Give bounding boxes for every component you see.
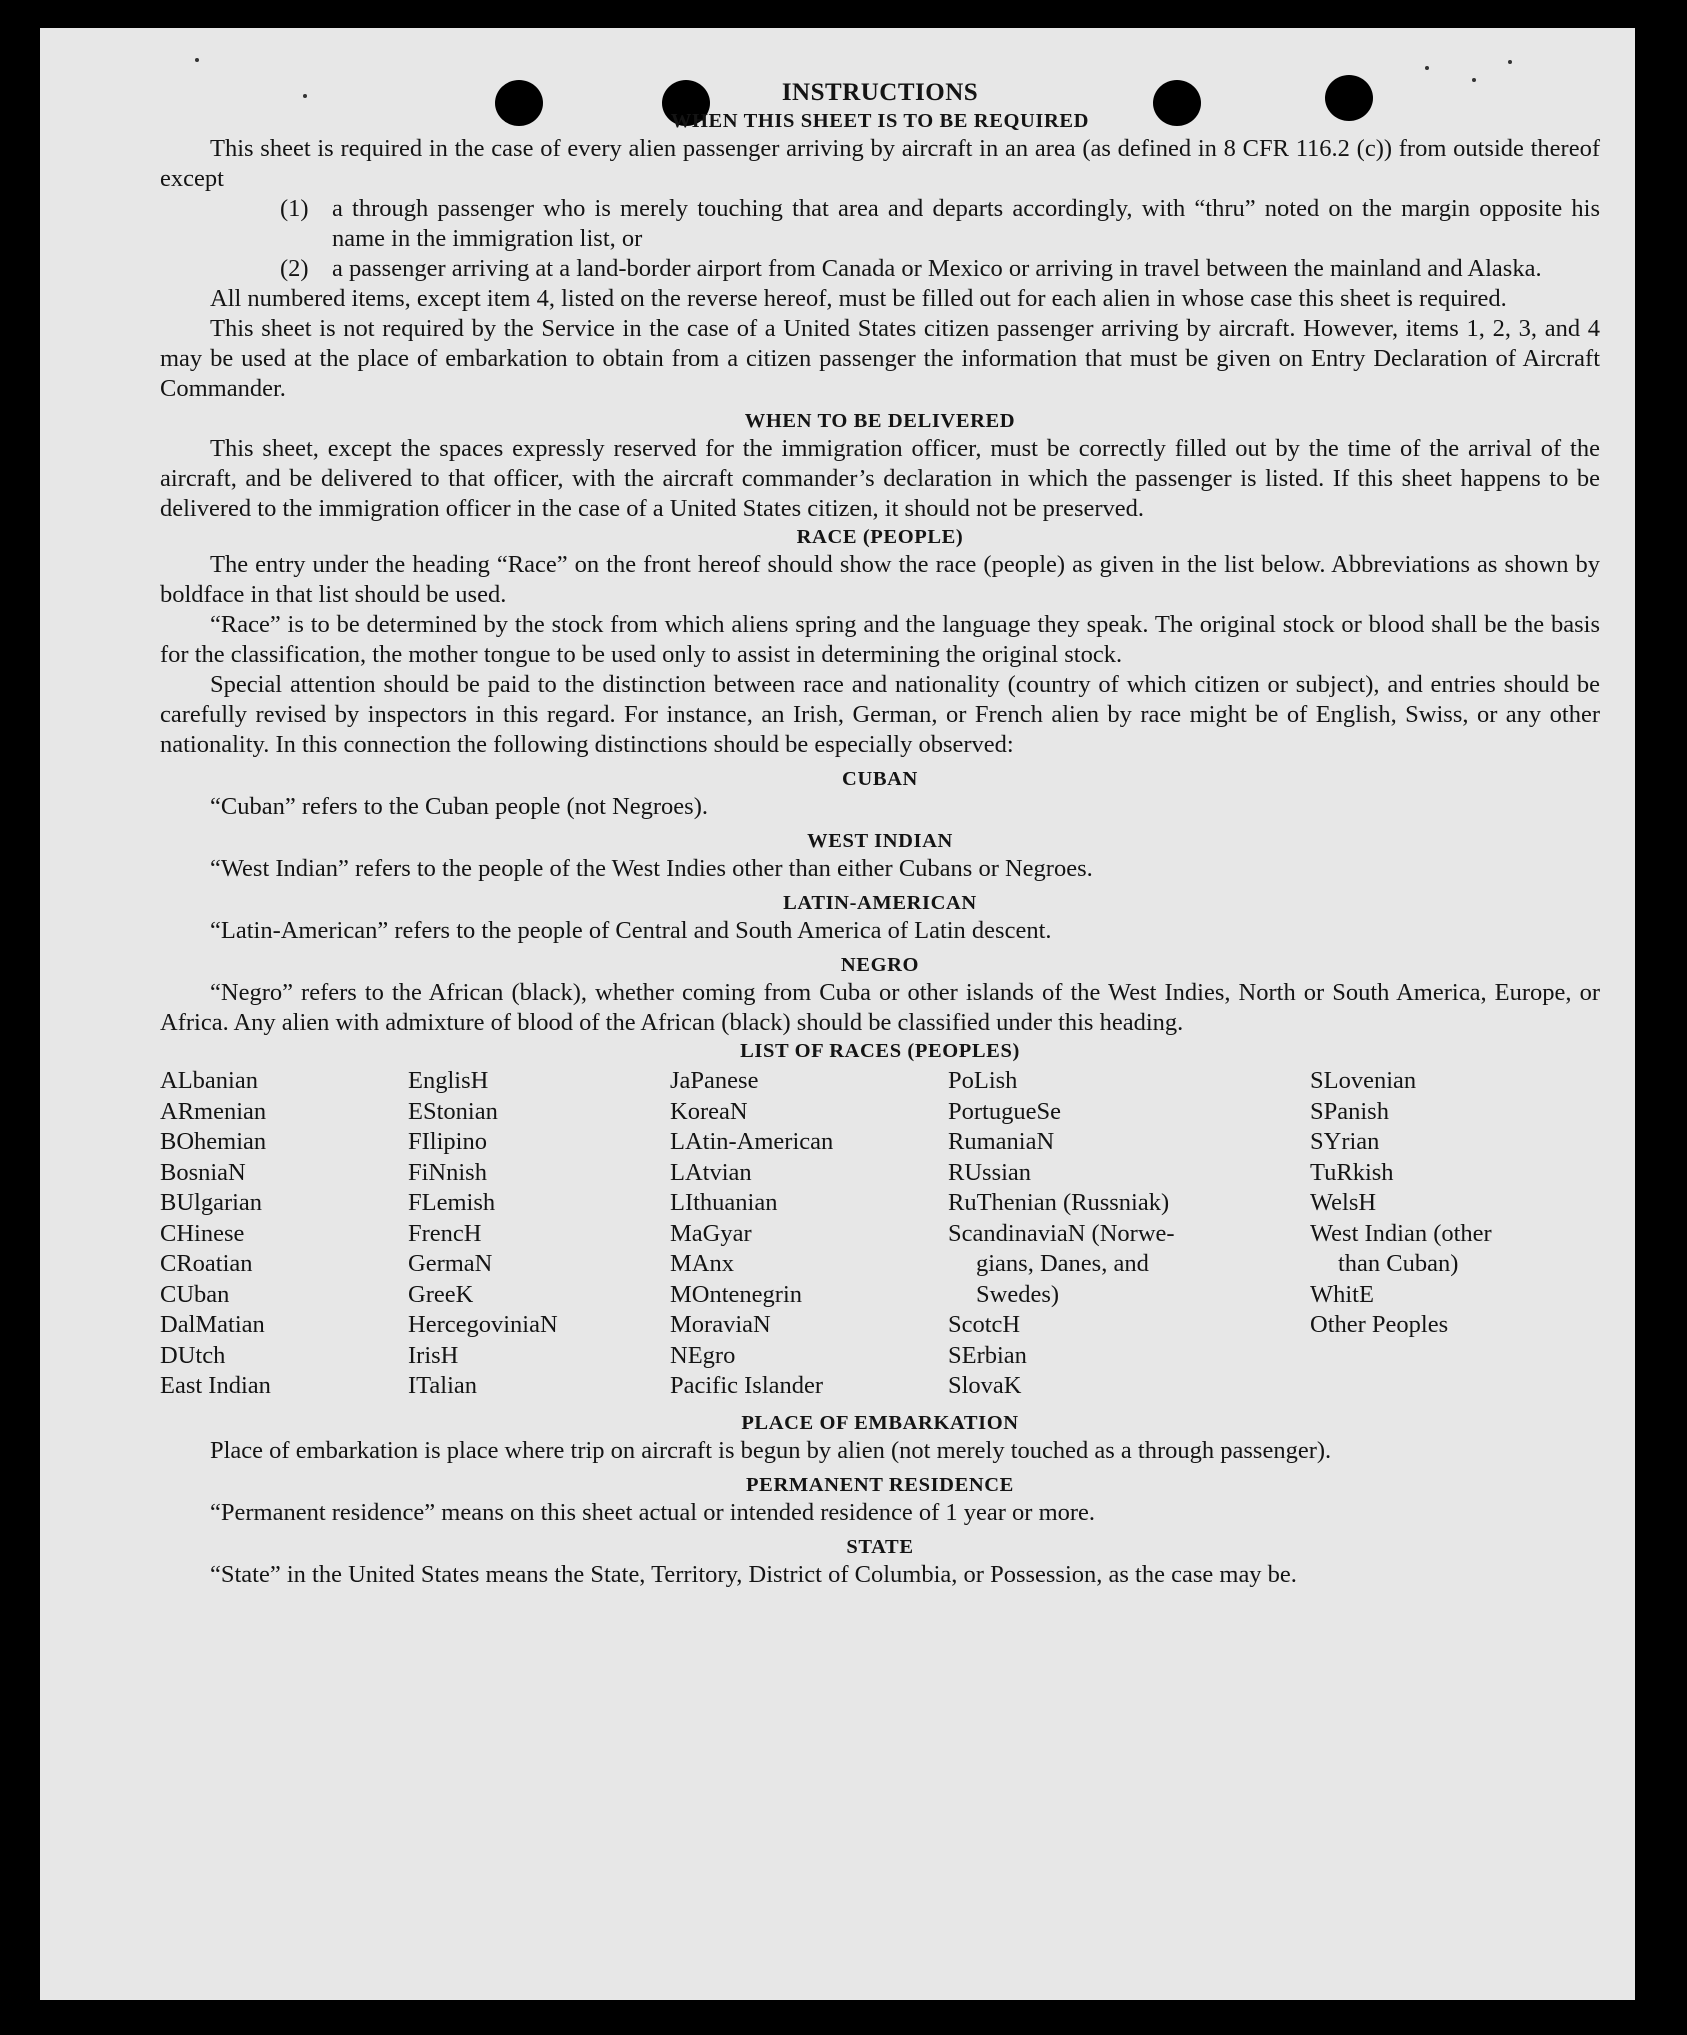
paragraph: “Negro” refers to the African (black), whether coming from Cuba or other islands of the West Indies, North or South America, Europe, or Africa. Any alien with admixture of blood of the African (black) should be classified under this heading. <box>160 979 1600 1036</box>
speck <box>1425 66 1429 70</box>
race-entry: MOntenegrin <box>670 1280 802 1308</box>
races-column-4 <box>948 1066 1310 1402</box>
race-entry: KoreaN <box>670 1097 748 1125</box>
paragraph: All numbered items, except item 4, listed on the reverse hereof, must be filled out for each alien in whose case this sheet is required. <box>210 285 1507 312</box>
race-entry: LAtvian <box>670 1158 752 1186</box>
race-entry: MAnx <box>670 1250 734 1277</box>
race-entry: than Cuban) <box>1338 1250 1459 1277</box>
race-entry: East Indian <box>160 1372 271 1399</box>
race-entry: ARmenian <box>160 1097 267 1125</box>
race-entry: GermaN <box>408 1250 493 1277</box>
race-entry: EnglisH <box>408 1067 489 1094</box>
section-heading-race: RACE (PEOPLE) <box>796 526 964 548</box>
race-entry: SErbian <box>948 1341 1027 1369</box>
speck <box>1508 60 1512 64</box>
page-title: INSTRUCTIONS <box>781 79 979 106</box>
races-column-5 <box>1310 1066 1600 1402</box>
race-entry: West Indian (other <box>1310 1219 1492 1247</box>
race-entry: WhitE <box>1310 1280 1374 1308</box>
paragraph: Place of embarkation is place where trip on aircraft is begun by alien (not merely touched as a through passenger). <box>210 1436 1332 1464</box>
definition: “Cuban” refers to the Cuban people (not Negroes). <box>210 793 708 820</box>
definition: “West Indian” refers to the people of the West Indies other than either Cubans or Negroes. <box>210 855 1093 882</box>
race-entry: GreeK <box>408 1280 474 1308</box>
race-entry: CHinese <box>160 1219 245 1247</box>
race-entry: NEgro <box>670 1341 736 1369</box>
race-entry: EStonian <box>408 1097 498 1125</box>
paragraph: “State” in the United States means the State, Territory, District of Columbia, or Possession, as the case may be. <box>210 1560 1297 1588</box>
race-entry: DalMatian <box>160 1311 265 1338</box>
list-number: (2) <box>280 255 309 282</box>
definition: “Latin-American” refers to the people of Central and South America of Latin descent. <box>210 917 1052 944</box>
section-heading-cuban: CUBAN <box>842 768 918 790</box>
list-number: (1) <box>280 195 309 222</box>
section-heading-state: STATE <box>846 1535 914 1558</box>
section-heading-latin-american: LATIN-AMERICAN <box>783 892 977 914</box>
race-entry: CRoatian <box>160 1250 253 1277</box>
races-column-3 <box>670 1066 948 1402</box>
race-entry: TuRkish <box>1310 1158 1394 1186</box>
race-entry: BUlgarian <box>160 1189 263 1216</box>
definition: “Permanent residence” means on this sheet actual or intended residence of 1 year or more. <box>210 1498 1096 1526</box>
section-heading-list-of-races: LIST OF RACES (PEOPLES) <box>740 1040 1020 1062</box>
race-entry: PortugueSe <box>948 1097 1061 1125</box>
list-item <box>280 254 1600 284</box>
instructions-content <box>160 78 1600 1590</box>
race-entry: BosniaN <box>160 1158 246 1186</box>
races-column-1 <box>160 1066 408 1402</box>
race-entry: JaPanese <box>670 1067 759 1094</box>
race-entry: SlovaK <box>948 1372 1022 1399</box>
paragraph: This sheet, except the spaces expressly reserved for the immigration officer, must be correctly filled out by the time of the arrival of the aircraft, and be delivered to that officer, with the aircraft commander’s declaration in which the passenger is listed. If this sheet happens to be delivered to the immigration officer in the case of a United States citizen, it should not be preserved. <box>160 435 1600 522</box>
race-entry: LIthuanian <box>670 1189 778 1216</box>
paragraph: This sheet is not required by the Service in the case of a United States citizen passenger arriving by aircraft. However, items 1, 2, 3, and 4 may be used at the place of embarkation to obtain from a citizen passenger the information that must be given on Entry Declaration of Aircraft Commander. <box>160 315 1600 402</box>
race-entry: RUssian <box>948 1158 1032 1186</box>
race-entry: SPanish <box>1310 1097 1389 1125</box>
paragraph: Special attention should be paid to the distinction between race and nationality (country of which citizen or subject), and entries should be carefully revised by inspectors in this regard. For instance, an Irish, German, or French alien by race might be of English, Swiss, or any other nationality. In this connection the following distinctions should be especially observed: <box>160 671 1600 758</box>
section-heading-embarkation: PLACE OF EMBARKATION <box>741 1411 1019 1434</box>
race-entry: FrencH <box>408 1219 482 1247</box>
race-entry: DUtch <box>160 1341 226 1369</box>
race-entry: PoLish <box>948 1067 1018 1094</box>
race-entry: MoraviaN <box>670 1311 771 1338</box>
race-entry: ScotcH <box>948 1311 1021 1338</box>
races-list <box>160 1066 1600 1402</box>
race-entry: FIlipino <box>408 1128 487 1155</box>
race-entry: Other Peoples <box>1310 1311 1449 1338</box>
race-entry: Swedes) <box>976 1280 1060 1308</box>
race-entry: RuThenian (Russniak) <box>948 1189 1170 1216</box>
race-entry: SYrian <box>1310 1128 1380 1155</box>
race-entry: ITalian <box>408 1372 478 1399</box>
races-column-2 <box>408 1066 670 1402</box>
list-item <box>280 194 1600 254</box>
race-entry: HercegoviniaN <box>408 1311 558 1338</box>
paragraph: “Race” is to be determined by the stock from which aliens spring and the language they speak. The original stock or blood shall be the basis for the classification, the mother tongue to be used only to assist in determining the original stock. <box>160 611 1600 668</box>
race-entry: SLovenian <box>1310 1067 1417 1094</box>
race-entry: FLemish <box>408 1189 496 1216</box>
race-entry: LAtin-American <box>670 1128 834 1155</box>
list-text: a through passenger who is merely touching that area and departs accordingly, with “thru” noted on the margin opposite his name in the immigration list, or <box>332 195 1600 252</box>
race-entry: ALbanian <box>160 1067 258 1094</box>
section-heading-residence: PERMANENT RESIDENCE <box>746 1473 1014 1496</box>
race-entry: BOhemian <box>160 1128 267 1155</box>
race-entry: MaGyar <box>670 1219 752 1247</box>
race-entry: IrisH <box>408 1341 459 1369</box>
race-entry: CUban <box>160 1280 230 1308</box>
race-entry: WelsH <box>1310 1189 1377 1216</box>
race-entry: RumaniaN <box>948 1128 1055 1155</box>
race-entry: gians, Danes, and <box>976 1250 1149 1277</box>
race-entry: FiNnish <box>408 1158 487 1186</box>
paragraph: This sheet is required in the case of every alien passenger arriving by aircraft in an area (as defined in 8 CFR 116.2 (c)) from outside thereof except <box>160 135 1600 192</box>
race-entry: Pacific Islander <box>670 1372 824 1399</box>
section-heading-when-delivered: WHEN TO BE DELIVERED <box>744 410 1016 432</box>
document-page <box>40 28 1635 2000</box>
section-heading-west-indian: WEST INDIAN <box>807 830 953 852</box>
section-heading-negro: NEGRO <box>840 954 920 976</box>
race-entry: ScandinaviaN (Norwe- <box>948 1219 1175 1247</box>
section-heading-when-required: WHEN THIS SHEET IS TO BE REQUIRED <box>670 110 1090 132</box>
paragraph: The entry under the heading “Race” on the front hereof should show the race (people) as given in the list below. Abbreviations as shown by boldface in that list should be used. <box>160 551 1600 608</box>
speck <box>195 58 199 62</box>
list-text: a passenger arriving at a land-border airport from Canada or Mexico or arriving in travel between the mainland and Alaska. <box>332 255 1542 282</box>
